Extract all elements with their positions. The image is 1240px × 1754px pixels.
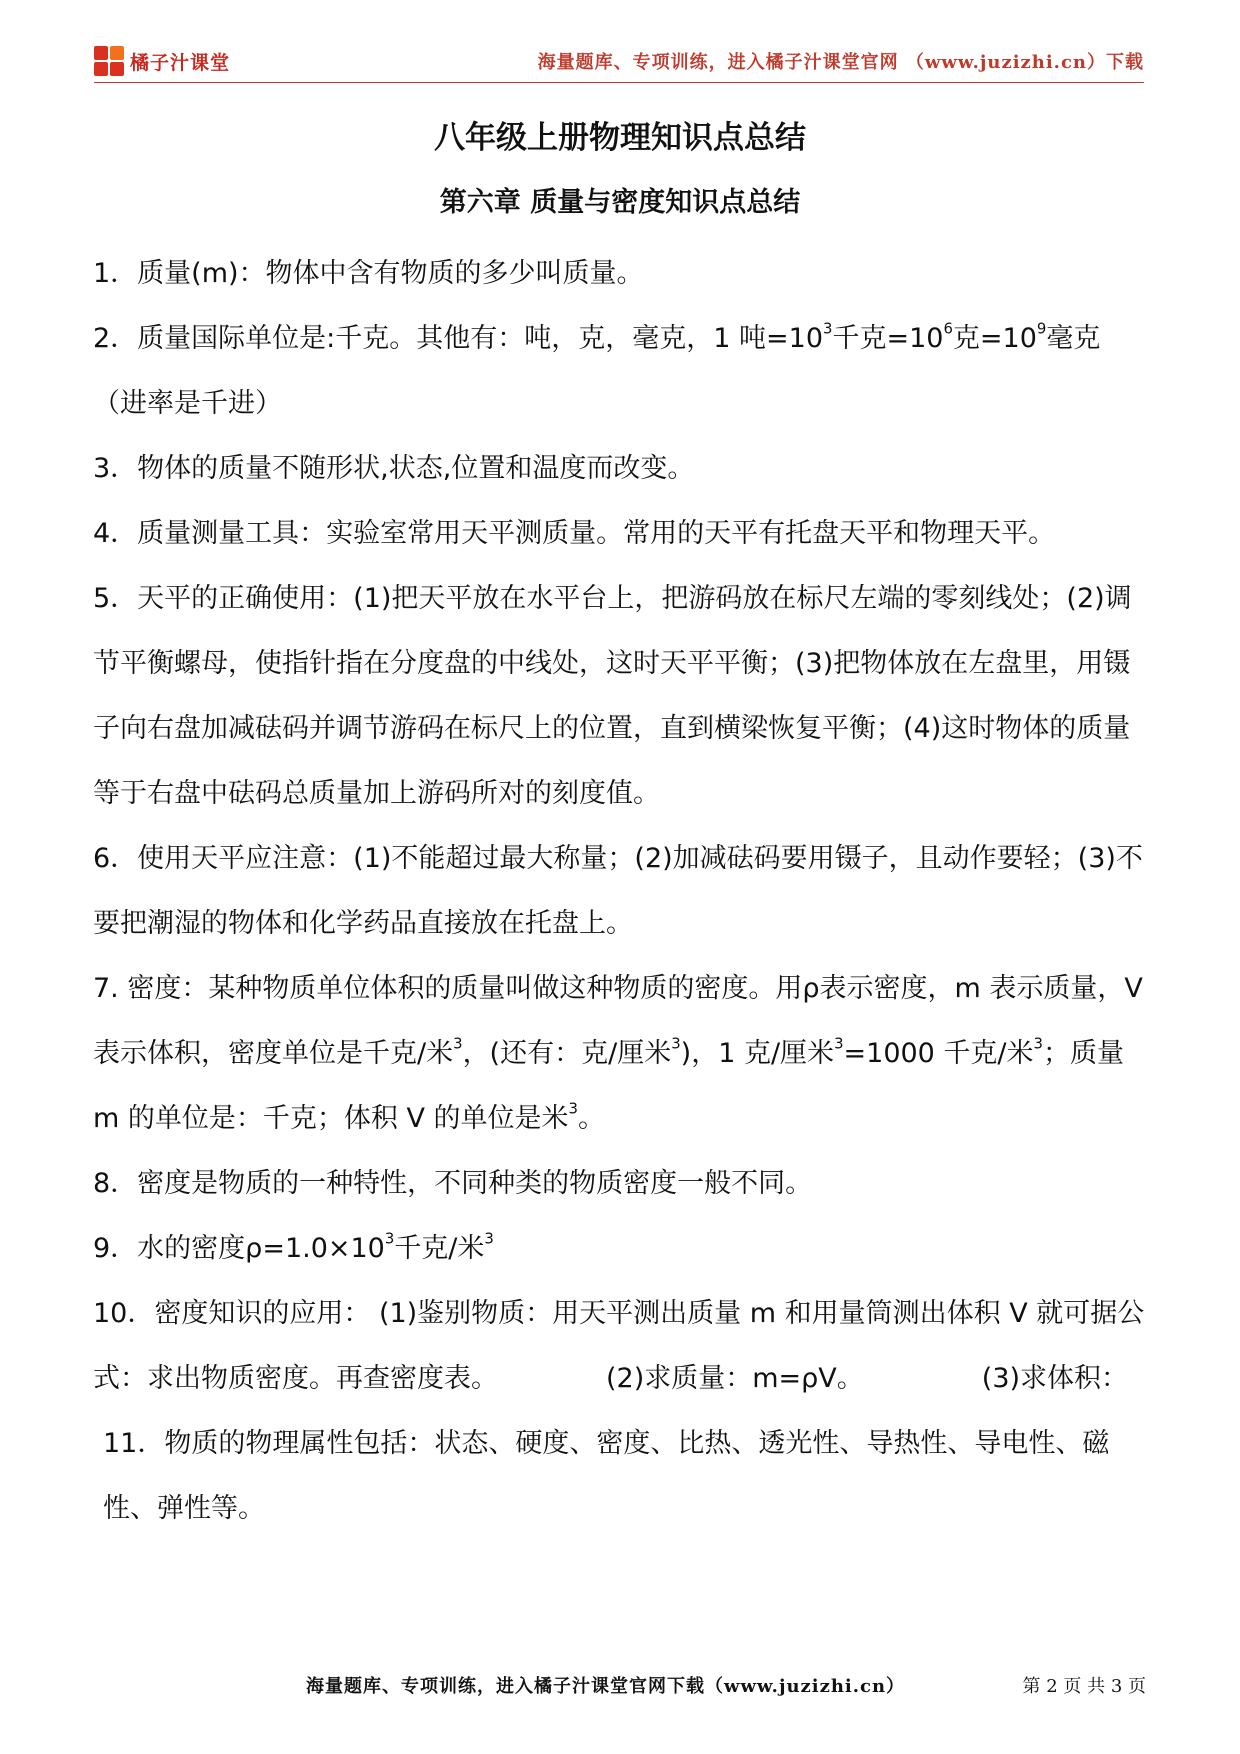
- point-4: 4．质量测量工具：实验室常用天平测质量。常用的天平有托盘天平和物理天平。: [93, 518, 1056, 549]
- point-11: 11．物质的物理属性包括：状态、硬度、密度、比热、透光性、导热性、导电性、磁性、弹性等。: [103, 1428, 1110, 1524]
- point-10: 10．密度知识的应用： (1)鉴别物质：用天平测出质量 m 和用量筒测出体积 V 就可据公式：求出物质密度。再查密度表。 (2)求质量：m=ρV。 (3)求体积：: [93, 1298, 1145, 1394]
- point-1: 1．质量(m)：物体中含有物质的多少叫质量。: [93, 258, 644, 289]
- document-title: 八年级上册物理知识点总结: [434, 120, 806, 156]
- page-number: 第 2 页 共 3 页: [1022, 1676, 1146, 1697]
- point-6: 6．使用天平应注意：(1)不能超过最大称量；(2)加减砝码要用镊子，且动作要轻；(3)不要把潮湿的物体和化学药品直接放在托盘上。: [93, 843, 1143, 939]
- page-header: [94, 44, 1144, 80]
- page-footer: [0, 1672, 1240, 1702]
- chapter-title: 第六章 质量与密度知识点总结: [439, 187, 801, 218]
- logo-icon: [94, 46, 124, 76]
- point-8: 8．密度是物质的一种特性，不同种类的物质密度一般不同。: [93, 1168, 813, 1199]
- knowledge-points: [93, 241, 1153, 1541]
- point-5: 5．天平的正确使用：(1)把天平放在水平台上，把游码放在标尺左端的零刻线处；(2)调节平衡螺母，使指针指在分度盘的中线处，这时天平平衡；(3)把物体放在左盘里，用镊子向右盘加减砝码并调节游码在标尺上的位置，直到横梁恢复平衡；(4)这时物体的质量等于右盘中砝码总质量加上游码所对的刻度值。: [93, 583, 1132, 809]
- brand-logo: [94, 46, 230, 76]
- point-7: 7. 密度：某种物质单位体积的质量叫做这种物质的密度。用ρ表示密度，m 表示质量，V 表示体积，密度单位是千克/米$^3$，(还有：克/厘米$^3$)，1 克/厘米$^3$=1000 千克/米$^3$；质量 m 的单位是：千克；体积 V 的单位是米$^3$。: [93, 973, 1143, 1134]
- point-2: 2．质量国际单位是:千克。其他有：吨，克，毫克，1 吨$=10^3$千克$=10^6$克$=10^9$毫克（进率是千进）: [93, 319, 1101, 419]
- header-slogan: 海量题库、专项训练，进入橘子汁课堂官网 （www.juzizhi.cn）下载: [537, 52, 1144, 73]
- logo-text: 橘子汁课堂: [130, 51, 231, 74]
- point-9: 9．水的密度$\rho=1.0\times 10^3$千克/米$^3$: [93, 1229, 494, 1264]
- header-divider: [94, 82, 1144, 83]
- footer-slogan: 海量题库、专项训练，进入橘子汁课堂官网下载（www.juzizhi.cn）: [306, 1676, 906, 1697]
- point-3: 3．物体的质量不随形状,状态,位置和温度而改变。: [93, 453, 695, 484]
